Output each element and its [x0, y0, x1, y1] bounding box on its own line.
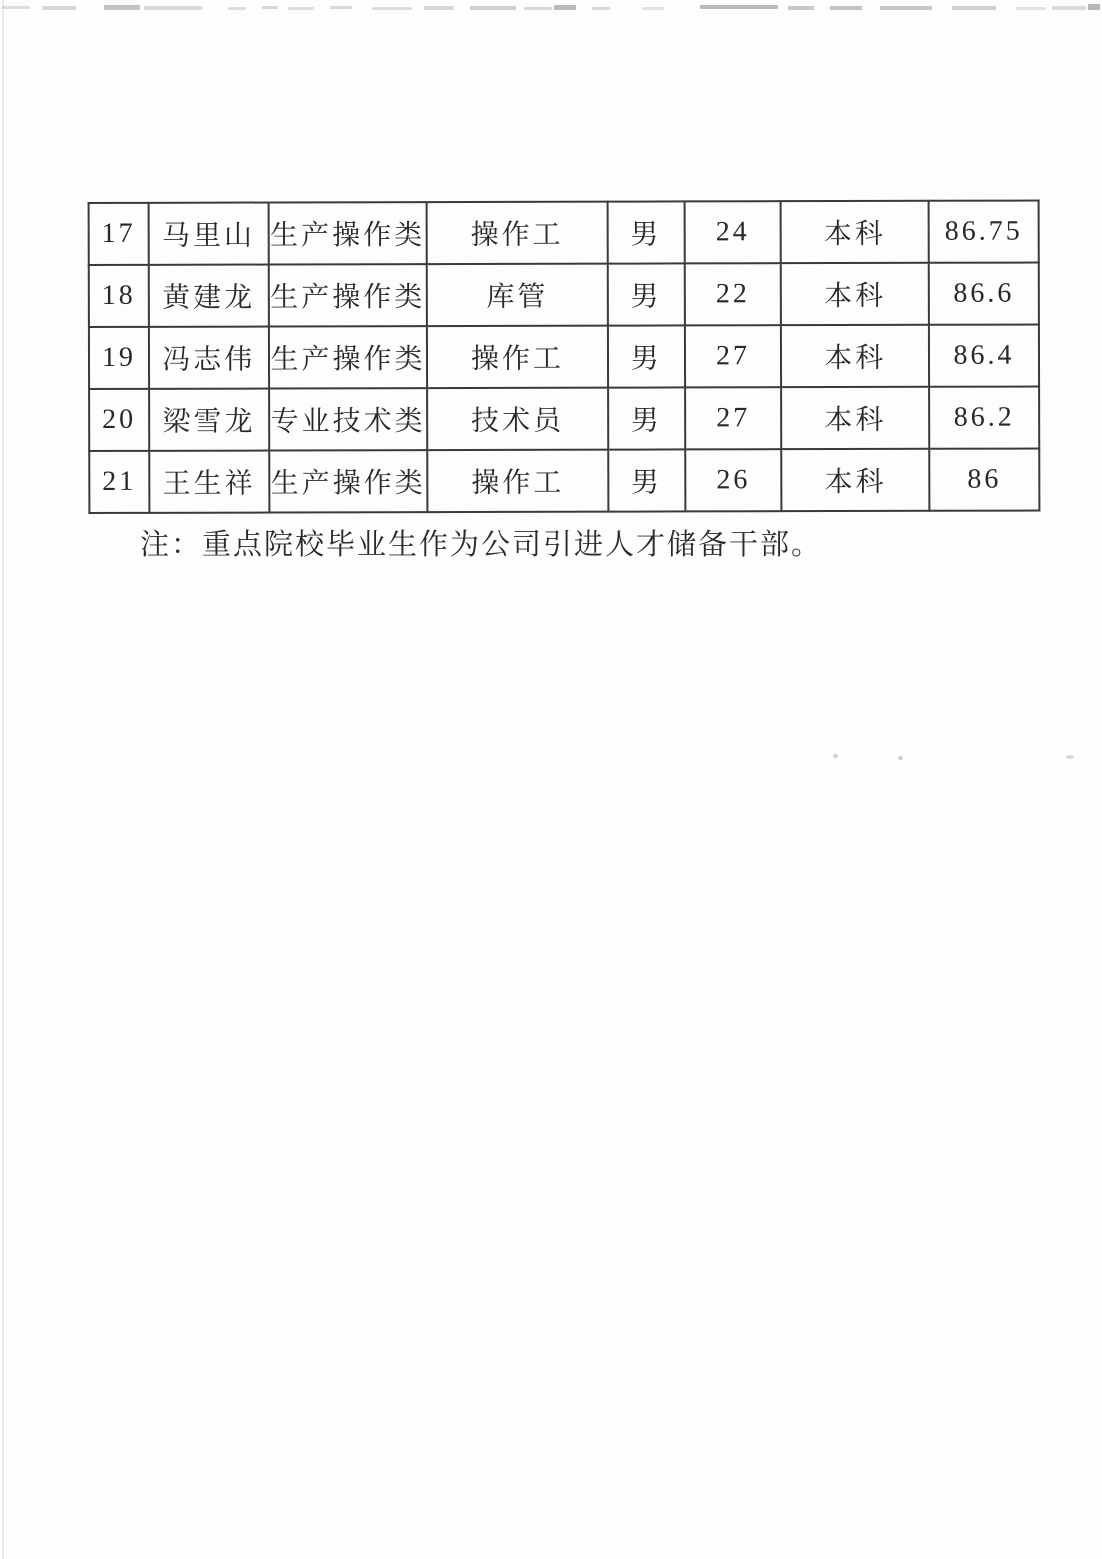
cell-category: 生产操作类 — [268, 264, 427, 326]
cell-position: 库管 — [427, 264, 608, 326]
scan-artifact — [228, 7, 246, 10]
scan-artifact — [330, 6, 352, 9]
scan-artifact — [144, 6, 202, 10]
scan-artifact — [470, 6, 516, 10]
cell-gender: 男 — [608, 263, 685, 325]
cell-score: 86.4 — [929, 325, 1039, 387]
cell-score: 86.6 — [929, 263, 1039, 325]
scan-artifact — [1016, 7, 1046, 10]
scan-artifact — [952, 6, 996, 10]
scan-artifact — [700, 5, 778, 9]
cell-education: 本科 — [782, 449, 930, 511]
scan-artifact — [880, 6, 932, 10]
scan-speck — [1066, 755, 1074, 759]
scan-artifact — [424, 6, 454, 10]
scan-artifact — [592, 7, 610, 10]
cell-gender: 男 — [608, 325, 685, 387]
scan-artifact — [104, 5, 140, 10]
cell-gender: 男 — [608, 387, 685, 449]
cell-category: 生产操作类 — [269, 450, 428, 512]
cell-no: 18 — [89, 265, 149, 327]
cell-name: 梁雪龙 — [149, 389, 269, 451]
cell-score: 86 — [929, 449, 1039, 511]
cell-age: 26 — [685, 449, 782, 511]
cell-name: 冯志伟 — [149, 327, 269, 389]
scan-edge-artifact — [2, 0, 4, 1559]
cell-position: 操作工 — [427, 202, 608, 264]
scan-artifact — [42, 6, 76, 10]
scan-artifact — [288, 7, 314, 10]
cell-name: 马里山 — [149, 203, 269, 265]
scan-artifact — [372, 7, 412, 10]
scan-speck — [833, 754, 838, 758]
scan-artifact — [1088, 4, 1100, 10]
cell-age: 27 — [685, 325, 782, 387]
cell-category: 生产操作类 — [269, 326, 428, 388]
cell-position: 操作工 — [427, 326, 608, 388]
cell-score: 86.2 — [929, 387, 1039, 449]
cell-gender: 男 — [607, 201, 684, 263]
cell-education: 本科 — [781, 325, 929, 387]
cell-position: 技术员 — [427, 388, 608, 450]
table-row — [89, 387, 1039, 451]
cell-category: 生产操作类 — [268, 202, 427, 264]
candidate-score-table — [88, 200, 1041, 514]
cell-no: 20 — [89, 389, 149, 451]
cell-age: 24 — [684, 201, 781, 263]
cell-no: 17 — [89, 203, 149, 265]
scan-artifact — [1052, 6, 1086, 10]
cell-name: 黄建龙 — [149, 265, 269, 327]
cell-education: 本科 — [782, 387, 930, 449]
scan-artifact — [788, 6, 814, 10]
cell-category: 专业技术类 — [269, 388, 428, 450]
scan-artifact — [262, 6, 278, 9]
cell-gender: 男 — [608, 449, 685, 511]
scan-artifact — [642, 7, 664, 10]
cell-age: 22 — [684, 263, 781, 325]
cell-education: 本科 — [781, 263, 929, 325]
scan-artifact — [524, 7, 552, 10]
scan-artifact — [830, 6, 862, 10]
table-row — [89, 201, 1039, 265]
table-row — [89, 325, 1039, 389]
cell-position: 操作工 — [427, 450, 608, 512]
footnote: 注：重点院校毕业生作为公司引进人才储备干部。 — [140, 529, 823, 561]
cell-no: 21 — [89, 451, 149, 513]
table-row — [89, 449, 1039, 513]
scan-artifact — [554, 5, 576, 10]
cell-score: 86.75 — [929, 201, 1039, 263]
scan-artifact — [2, 6, 30, 9]
cell-age: 27 — [685, 387, 782, 449]
scan-speck — [898, 756, 903, 760]
cell-education: 本科 — [781, 201, 929, 263]
cell-no: 19 — [89, 327, 149, 389]
table-row — [89, 263, 1039, 327]
cell-name: 王生祥 — [149, 451, 269, 513]
